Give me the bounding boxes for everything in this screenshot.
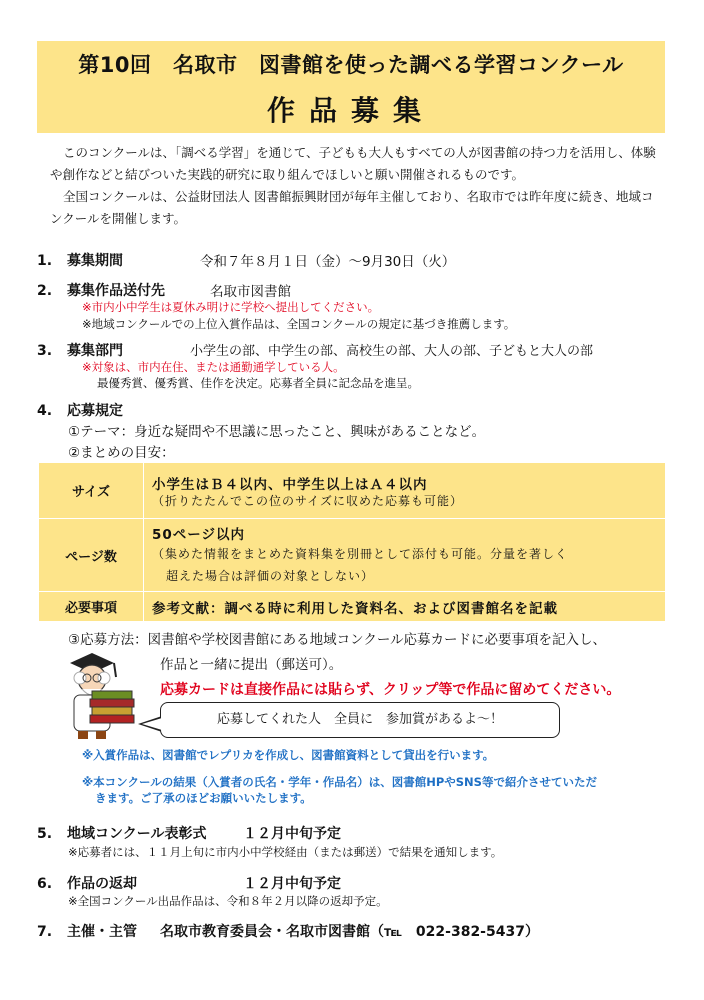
section-5-value: １２月中旬予定 [243, 826, 341, 842]
section-1-value: 令和７年８月１日（金）～9月30日（火） [200, 254, 456, 270]
section-1: 1. 募集期間 [37, 253, 123, 269]
pages-header: ページ数 [39, 519, 144, 592]
section-3-label: 募集部門 [67, 343, 123, 359]
section-7: 7. 主催・主管 [37, 924, 137, 940]
section-2-label: 募集作品送付先 [67, 283, 165, 299]
section-7-value: 名取市教育委員会・名取市図書館（℡ 022-382-5437） [160, 924, 539, 940]
section-3-note-red: ※対象は、市内在住、または通勤通学している人。 [82, 360, 345, 374]
section-4-item-3a: ③応募方法：図書館や学校図書館にある地域コンクール応募カードに必要事項を記入し、 [68, 632, 607, 648]
size-main: 小学生はＢ４以内、中学生以上はＡ４以内 [152, 476, 428, 493]
professor-mascot-illustration [52, 645, 147, 740]
pages-main: 50ページ以内 [152, 527, 246, 543]
section-4-item-2: ②まとめの目安： [68, 445, 175, 461]
blue-note-1: ※入賞作品は、図書館でレプリカを作成し、図書館資料として貸出を行います。 [82, 748, 495, 762]
section-3: 3. 募集部門 [37, 343, 123, 359]
blue-note-2a: ※本コンクールの結果（入賞者の氏名・学年・作品名）は、図書館HPやSNS等で紹介させていただ [82, 775, 597, 789]
section-4-item-3b: 作品と一緒に提出（郵送可）。 [160, 657, 343, 673]
pages-sub-2: 超えた場合は評価の対象としない） [166, 569, 375, 583]
section-5: 5. 地域コンクール表彰式 [37, 826, 207, 842]
section-6: 6. 作品の返却 [37, 876, 137, 892]
page-subtitle: 作品募集 [266, 94, 435, 127]
section-4-item-1: ①テーマ：身近な疑問や不思議に思ったこと、興味があることなど。 [68, 424, 486, 440]
table-row [39, 519, 666, 592]
required-main: 参考文献：調べる時に利用した資料名、および図書館名を記載 [144, 592, 666, 622]
section-3-value: 小学生の部、中学生の部、高校生の部、大人の部、子どもと大人の部 [190, 344, 594, 359]
section-4-label: 応募規定 [67, 403, 123, 419]
section-6-label: 作品の返却 [67, 876, 137, 892]
speech-bubble: 応募してくれた人 全員に 参加賞があるよ～！ [160, 702, 560, 738]
blue-note-2b: きます。ご了承のほどお願いいたします。 [95, 791, 312, 805]
size-sub: （折りたたんでこの位のサイズに収めた応募も可能） [152, 493, 464, 508]
title-banner [37, 41, 665, 133]
section-6-note: ※全国コンクール出品作品は、令和８年２月以降の返却予定。 [68, 894, 388, 908]
size-header: サイズ [39, 463, 144, 519]
section-4-item-3-red: 応募カードは直接作品には貼らず、クリップ等で作品に留めてください。 [160, 682, 621, 698]
required-header: 必要事項 [39, 592, 144, 622]
section-2-value: 名取市図書館 [210, 284, 291, 300]
intro [50, 142, 665, 230]
rules-table [38, 462, 666, 622]
page-title: 第10回 名取市 図書館を使った調べる学習コンクール [78, 53, 624, 77]
section-2: 2. 募集作品送付先 [37, 283, 165, 299]
section-5-label: 地域コンクール表彰式 [67, 826, 207, 842]
intro-paragraph-1: このコンクールは、「調べる学習」を通じて、子どもも大人もすべての人が図書館の持つ力を活用し、体験や創作などと結びついた実践的研究に取り組んでほしいと願い開催されるものです。 [50, 145, 656, 182]
intro-paragraph-2: 全国コンクールは、公益財団法人 図書館振興財団が毎年主催しており、名取市では昨年度に続き、地域コンクールを開催します。 [50, 189, 654, 226]
section-6-value: １２月中旬予定 [243, 876, 341, 892]
section-2-note: ※地域コンクールでの上位入賞作品は、全国コンクールの規定に基づき推薦します。 [82, 317, 516, 331]
section-1-label: 募集期間 [67, 253, 123, 269]
table-row [39, 463, 666, 519]
section-7-label: 主催・主管 [67, 924, 137, 940]
section-4: 4. 応募規定 [37, 403, 123, 419]
pages-sub-1: （集めた情報をまとめた資料集を別冊として添付も可能。分量を著しく [152, 547, 569, 561]
table-row [39, 592, 666, 622]
section-5-note: ※応募者には、１１月上旬に市内小中学校経由（または郵送）で結果を通知します。 [68, 845, 503, 859]
section-2-note-red: ※市内小中学生は夏休み明けに学校へ提出してください。 [82, 300, 380, 314]
section-3-note: 最優秀賞、優秀賞、佳作を決定。応募者全員に記念品を進呈。 [97, 376, 419, 390]
